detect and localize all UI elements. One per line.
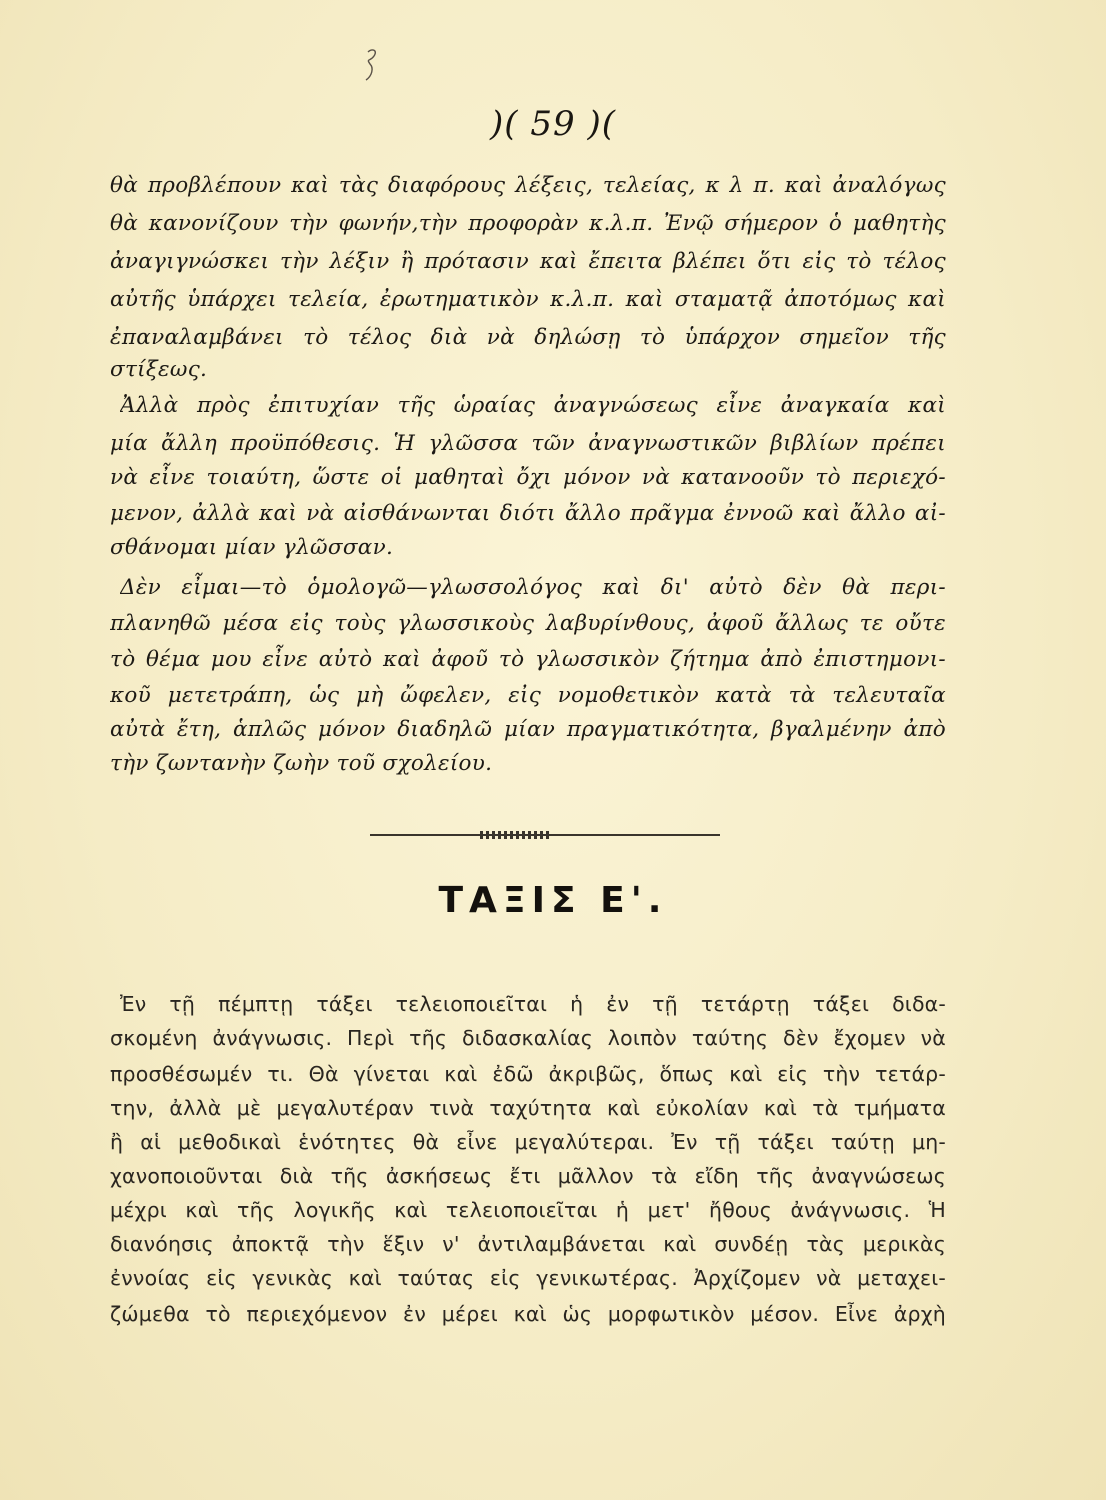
- paragraph-4-line: ἐννοίας εἰς γενικὰς καὶ ταύτας εἰς γενικωτέρας. Ἀρχίζομεν νὰ μεταχει-: [110, 1266, 946, 1290]
- paragraph-1-line: ἐπαναλαμβάνει τὸ τέλος διὰ νὰ δηλώσῃ τὸ ὑπάρχον σημεῖον τῆς: [110, 325, 946, 350]
- paragraph-1-line: ἀναγιγνώσκει τὴν λέξιν ἢ πρότασιν καὶ ἔπειτα βλέπει ὅτι εἰς τὸ τέλος: [110, 249, 946, 274]
- paragraph-4-line: διανόησις ἀποκτᾷ τὴν ἕξιν ν' ἀντιλαμβάνεται καὶ συνδέῃ τὰς μερικὰς: [110, 1232, 946, 1256]
- section-divider: [370, 830, 720, 840]
- paragraph-4-line: προσθέσωμέν τι. Θὰ γίνεται καὶ ἐδῶ ἀκριβῶς, ὅπως καὶ εἰς τὴν τετάρ-: [110, 1062, 946, 1086]
- paragraph-4-line: ζώμεθα τὸ περιεχόμενον ἐν μέρει καὶ ὡς μορφωτικὸν μέσον. Εἶνε ἀρχὴ: [110, 1302, 946, 1326]
- divider-ornament: [480, 831, 550, 839]
- paragraph-3-line: πλανηθῶ μέσα εἰς τοὺς γλωσσικοὺς λαβυρίνθους, ἀφοῦ ἄλλως τε οὔτε: [110, 611, 946, 636]
- paragraph-2-line: μία ἄλλη προϋπόθεσις. Ἡ γλῶσσα τῶν ἀναγνωστικῶν βιβλίων πρέπει: [110, 431, 946, 456]
- paragraph-2-line: μενον, ἀλλὰ καὶ νὰ αἰσθάνωνται διότι ἄλλο πρᾶγμα ἐννοῶ καὶ ἄλλο αἰ-: [110, 501, 946, 526]
- paragraph-3-line: τὸ θέμα μου εἶνε αὐτὸ καὶ ἀφοῦ τὸ γλωσσικὸν ζήτημα ἀπὸ ἐπιστημονι-: [110, 647, 946, 672]
- paragraph-2-line: Ἀλλὰ πρὸς ἐπιτυχίαν τῆς ὡραίας ἀναγνώσεως εἶνε ἀναγκαία καὶ: [120, 393, 946, 418]
- paragraph-1-line: θὰ κανονίζουν τὴν φωνήν,τὴν προφορὰν κ.λ.π. Ἐνῷ σήμερον ὁ μαθητὴς: [110, 211, 946, 236]
- paragraph-3-line: αὐτὰ ἔτη, ἁπλῶς μόνον διαδηλῶ μίαν πραγματικότητα, βγαλμένην ἀπὸ: [110, 717, 946, 742]
- pen-mark: [358, 46, 382, 86]
- section-title: ΤΑΞΙΣ Ε'.: [438, 880, 668, 921]
- paragraph-2-line: νὰ εἶνε τοιαύτη, ὥστε οἱ μαθηταὶ ὄχι μόνον νὰ κατανοοῦν τὸ περιεχό-: [110, 465, 946, 490]
- paragraph-2-line: σθάνομαι μίαν γλῶσσαν.: [110, 535, 394, 560]
- paragraph-1-line: στίξεως.: [110, 357, 208, 382]
- paragraph-3-line: Δὲν εἶμαι—τὸ ὁμολογῶ—γλωσσολόγος καὶ δι' αὐτὸ δὲν θὰ περι-: [120, 575, 946, 600]
- paragraph-4-line: χανοποιοῦνται διὰ τῆς ἀσκήσεως ἔτι μᾶλλον τὰ εἴδη τῆς ἀναγνώσεως: [110, 1164, 946, 1188]
- paragraph-4-line: σκομένη ἀνάγνωσις. Περὶ τῆς διδασκαλίας λοιπὸν ταύτης δὲν ἔχομεν νὰ: [110, 1026, 946, 1050]
- paragraph-4-line: μέχρι καὶ τῆς λογικῆς καὶ τελειοποιεῖται ἡ μετ' ἤθους ἀνάγνωσις. Ἡ: [110, 1198, 946, 1222]
- paragraph-3-line: κοῦ μετετράπη, ὡς μὴ ὤφελεν, εἰς νομοθετικὸν κατὰ τὰ τελευταῖα: [110, 683, 946, 708]
- paragraph-1-line: θὰ προβλέπουν καὶ τὰς διαφόρους λέξεις, τελείας, κ λ π. καὶ ἀναλόγως: [110, 173, 946, 198]
- paragraph-3-line: τὴν ζωντανὴν ζωὴν τοῦ σχολείου.: [110, 751, 493, 776]
- paragraph-4-line: Ἐν τῇ πέμπτῃ τάξει τελειοποιεῖται ἡ ἐν τῇ τετάρτῃ τάξει διδα-: [120, 992, 946, 1016]
- paragraph-4-line: ἢ αἱ μεθοδικαὶ ἑνότητες θὰ εἶνε μεγαλύτεραι. Ἐν τῇ τάξει ταύτῃ μη-: [110, 1130, 946, 1154]
- paragraph-1-line: αὐτῆς ὑπάρχει τελεία, ἐρωτηματικὸν κ.λ.π. καὶ σταματᾷ ἀποτόμως καὶ: [110, 287, 946, 312]
- paragraph-4-line: την, ἀλλὰ μὲ μεγαλυτέραν τινὰ ταχύτητα καὶ εὐκολίαν καὶ τὰ τμήματα: [110, 1096, 946, 1120]
- page-number: )( 59 )(: [490, 104, 616, 144]
